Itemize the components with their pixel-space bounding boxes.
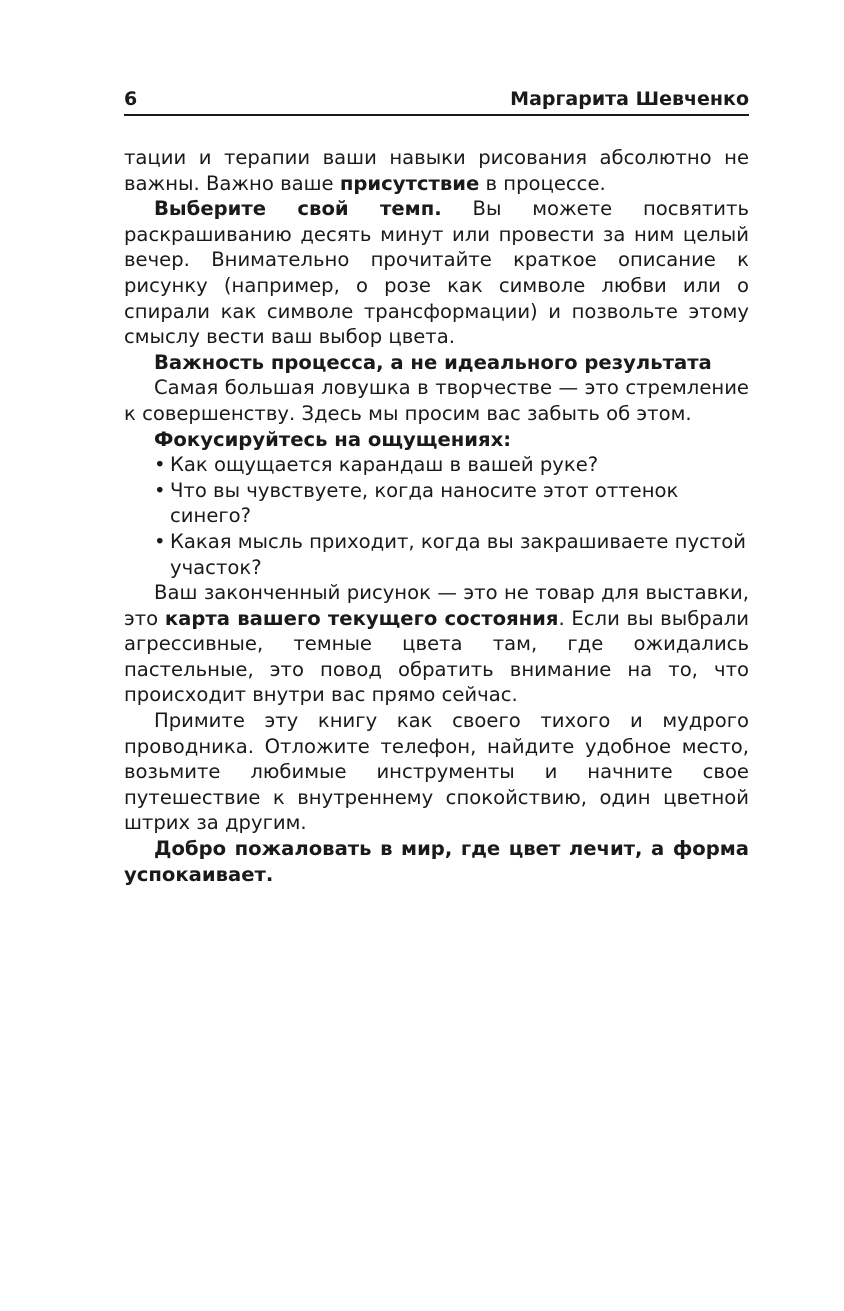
bullet-glyph: • bbox=[154, 478, 166, 502]
running-head-author: Маргарита Шевченко bbox=[510, 88, 749, 110]
sensations-list bbox=[124, 452, 749, 580]
emphasis-presence: присутствие bbox=[339, 171, 480, 195]
emphasis-state-map: карта вашего текущего состояния bbox=[164, 606, 559, 630]
page-number: 6 bbox=[124, 88, 138, 110]
page-body bbox=[124, 145, 749, 887]
subheading-process: Важность процесса, а не идеального результата bbox=[154, 350, 712, 374]
bullet-glyph: • bbox=[154, 453, 166, 477]
paragraph-perfection: Самая большая ловушка в творчестве — это стремление к совершенству. Здесь мы просим вас забыть об этом. bbox=[124, 376, 749, 425]
bullet-glyph: • bbox=[154, 529, 166, 553]
list-item: • Какая мысль приходит, когда вы закрашиваете пустой участок? bbox=[154, 529, 746, 579]
paragraph-continuation: тации и терапии ваши навыки рисования абсолютно не важны. Важно ваше присутствие в процессе. bbox=[124, 146, 749, 195]
paragraph-guide: Примите эту книгу как своего тихого и мудрого проводника. Отложите телефон, найдите удобное место, возьмите любимые инструменты и начните свое путешествие к внутреннему спокойствию, один цветной штрих за другим. bbox=[124, 709, 749, 835]
page-header bbox=[124, 86, 749, 116]
list-item: • Что вы чувствуете, когда наносите этот оттенок синего? bbox=[154, 478, 679, 528]
lead-in-tempo: Выберите свой темп. bbox=[154, 197, 442, 221]
book-page bbox=[124, 0, 749, 1311]
list-item: • Как ощущается карандаш в вашей руке? bbox=[154, 453, 599, 477]
subheading-sensations: Фокусируйтесь на ощущениях: bbox=[154, 427, 512, 451]
paragraph-finished-drawing: Ваш законченный рисунок — это не товар для выставки, это карта вашего текущего состояния. Если вы выбрали агрессивные, темные цвета там, где ожидались пастельные, это повод обратить внимание на то, что происходит внутри вас прямо сейчас. bbox=[124, 581, 749, 707]
closing-line: Добро пожаловать в мир, где цвет лечит, а форма успокаивает. bbox=[124, 837, 749, 886]
paragraph-tempo: Выберите свой темп. Вы можете посвятить раскрашиванию десять минут или провести за ним целый вечер. Внимательно прочитайте краткое описание к рисунку (например, о розе как символе любви или о спирали как символе трансформации) и позвольте этому смыслу вести ваш выбор цвета. bbox=[124, 197, 749, 349]
